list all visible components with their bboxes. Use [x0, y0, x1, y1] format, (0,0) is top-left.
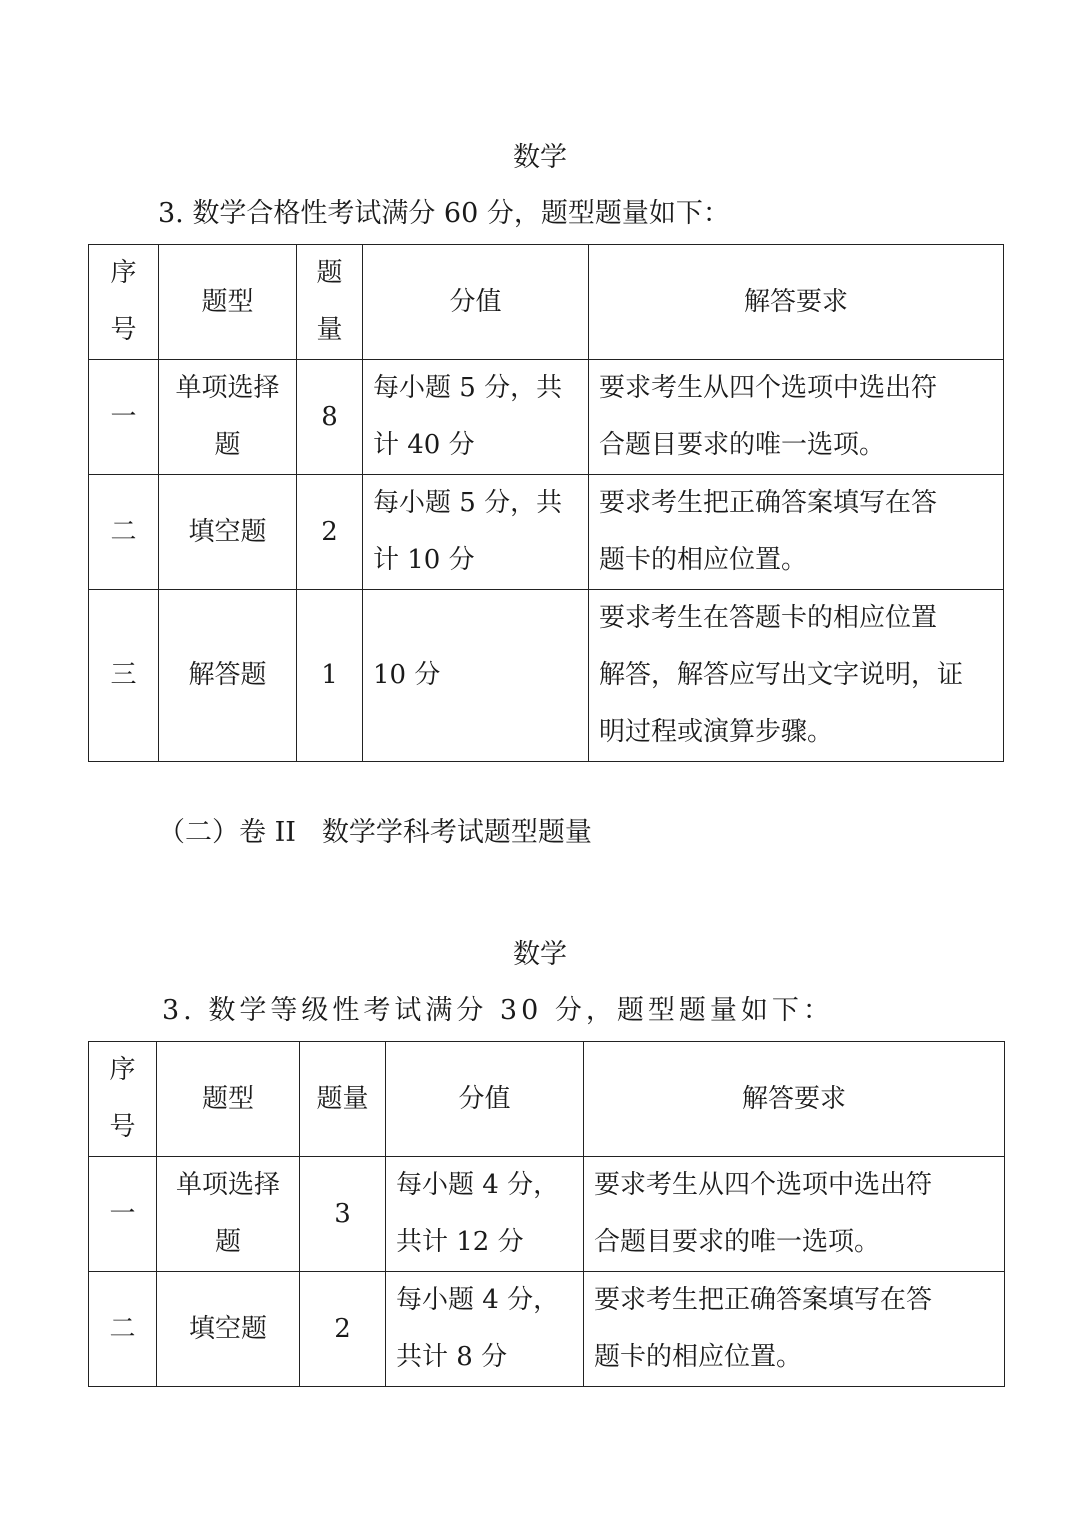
header-count — [297, 245, 363, 360]
table-row — [89, 1157, 1005, 1272]
cell-score-line2: 计 10 分 — [373, 545, 475, 575]
cell-count: 2 — [297, 475, 363, 590]
header-count: 题量 — [300, 1042, 386, 1157]
intro-part1: 3. 数学合格性考试满分 60 分，题型题量如下： — [158, 198, 730, 229]
header-seq-line2: 号 — [109, 1112, 136, 1142]
header-count-line2: 量 — [316, 315, 343, 345]
section-heading — [158, 818, 592, 848]
cell-count: 8 — [297, 360, 363, 475]
cell-req-line2: 合题目要求的唯一选项。 — [594, 1227, 881, 1257]
header-seq-line2: 号 — [110, 315, 137, 345]
cell-type: 填空题 — [159, 475, 297, 590]
cell-requirement — [589, 590, 1004, 762]
cell-requirement — [584, 1157, 1005, 1272]
table-header-row — [89, 245, 1004, 360]
cell-count: 2 — [300, 1272, 386, 1387]
cell-seq: 一 — [89, 1157, 157, 1272]
header-seq-line1: 序 — [110, 258, 137, 288]
cell-score — [386, 1157, 584, 1272]
cell-seq: 三 — [89, 590, 159, 762]
section-label: （二）卷 II — [158, 817, 296, 848]
exam-table-part1 — [88, 244, 1004, 762]
cell-count: 3 — [300, 1157, 386, 1272]
cell-req-line2: 题卡的相应位置。 — [594, 1342, 803, 1372]
header-score: 分值 — [386, 1042, 584, 1157]
cell-req-line1: 要求考生从四个选项中选出符 — [594, 1170, 933, 1200]
cell-score-line1: 每小题 5 分，共 — [373, 373, 563, 403]
cell-seq: 一 — [89, 360, 159, 475]
cell-req-line3: 明过程或演算步骤。 — [599, 717, 834, 747]
heading-part1: 数学 — [513, 142, 567, 173]
cell-score-line2: 共计 12 分 — [396, 1227, 524, 1257]
cell-count: 1 — [297, 590, 363, 762]
cell-req-line2: 题卡的相应位置。 — [599, 545, 808, 575]
cell-type — [159, 360, 297, 475]
cell-requirement — [589, 475, 1004, 590]
table-row — [89, 590, 1004, 762]
cell-req-line1: 要求考生把正确答案填写在答 — [599, 488, 938, 518]
cell-req-line2: 合题目要求的唯一选项。 — [599, 430, 886, 460]
header-type: 题型 — [159, 245, 297, 360]
cell-score — [363, 475, 589, 590]
cell-type-line1: 单项选择 — [175, 373, 280, 403]
cell-type — [157, 1157, 300, 1272]
header-count-line1: 题 — [316, 258, 343, 288]
header-seq — [89, 245, 159, 360]
cell-score-line1: 每小题 5 分，共 — [373, 488, 563, 518]
header-score: 分值 — [363, 245, 589, 360]
cell-score-line2: 计 40 分 — [373, 430, 475, 460]
intro-part2: 3. 数学等级性考试满分 30 分，题型题量如下： — [162, 995, 834, 1026]
section-title: 数学学科考试题型题量 — [321, 817, 592, 848]
cell-score — [386, 1272, 584, 1387]
cell-req-line1: 要求考生在答题卡的相应位置 — [599, 603, 938, 633]
cell-type-line2: 题 — [214, 1227, 241, 1257]
cell-requirement — [589, 360, 1004, 475]
cell-type: 填空题 — [157, 1272, 300, 1387]
cell-type-line2: 题 — [214, 430, 241, 460]
exam-table-part2 — [88, 1041, 1005, 1387]
heading-part2: 数学 — [513, 939, 567, 970]
cell-seq: 二 — [89, 475, 159, 590]
cell-requirement — [584, 1272, 1005, 1387]
header-type: 题型 — [157, 1042, 300, 1157]
cell-score-line1: 每小题 4 分， — [396, 1285, 560, 1315]
table-row — [89, 360, 1004, 475]
cell-req-line1: 要求考生把正确答案填写在答 — [594, 1285, 933, 1315]
cell-type-line1: 单项选择 — [175, 1170, 280, 1200]
header-seq — [89, 1042, 157, 1157]
table-row — [89, 475, 1004, 590]
header-seq-line1: 序 — [109, 1055, 136, 1085]
cell-score: 10 分 — [363, 590, 589, 762]
header-requirement: 解答要求 — [589, 245, 1004, 360]
cell-score-line1: 每小题 4 分， — [396, 1170, 560, 1200]
cell-seq: 二 — [89, 1272, 157, 1387]
cell-req-line1: 要求考生从四个选项中选出符 — [599, 373, 938, 403]
cell-type: 解答题 — [159, 590, 297, 762]
cell-score — [363, 360, 589, 475]
table-row — [89, 1272, 1005, 1387]
table-header-row — [89, 1042, 1005, 1157]
cell-score-line2: 共计 8 分 — [396, 1342, 508, 1372]
cell-req-line2: 解答，解答应写出文字说明，证 — [599, 660, 964, 690]
header-requirement: 解答要求 — [584, 1042, 1005, 1157]
